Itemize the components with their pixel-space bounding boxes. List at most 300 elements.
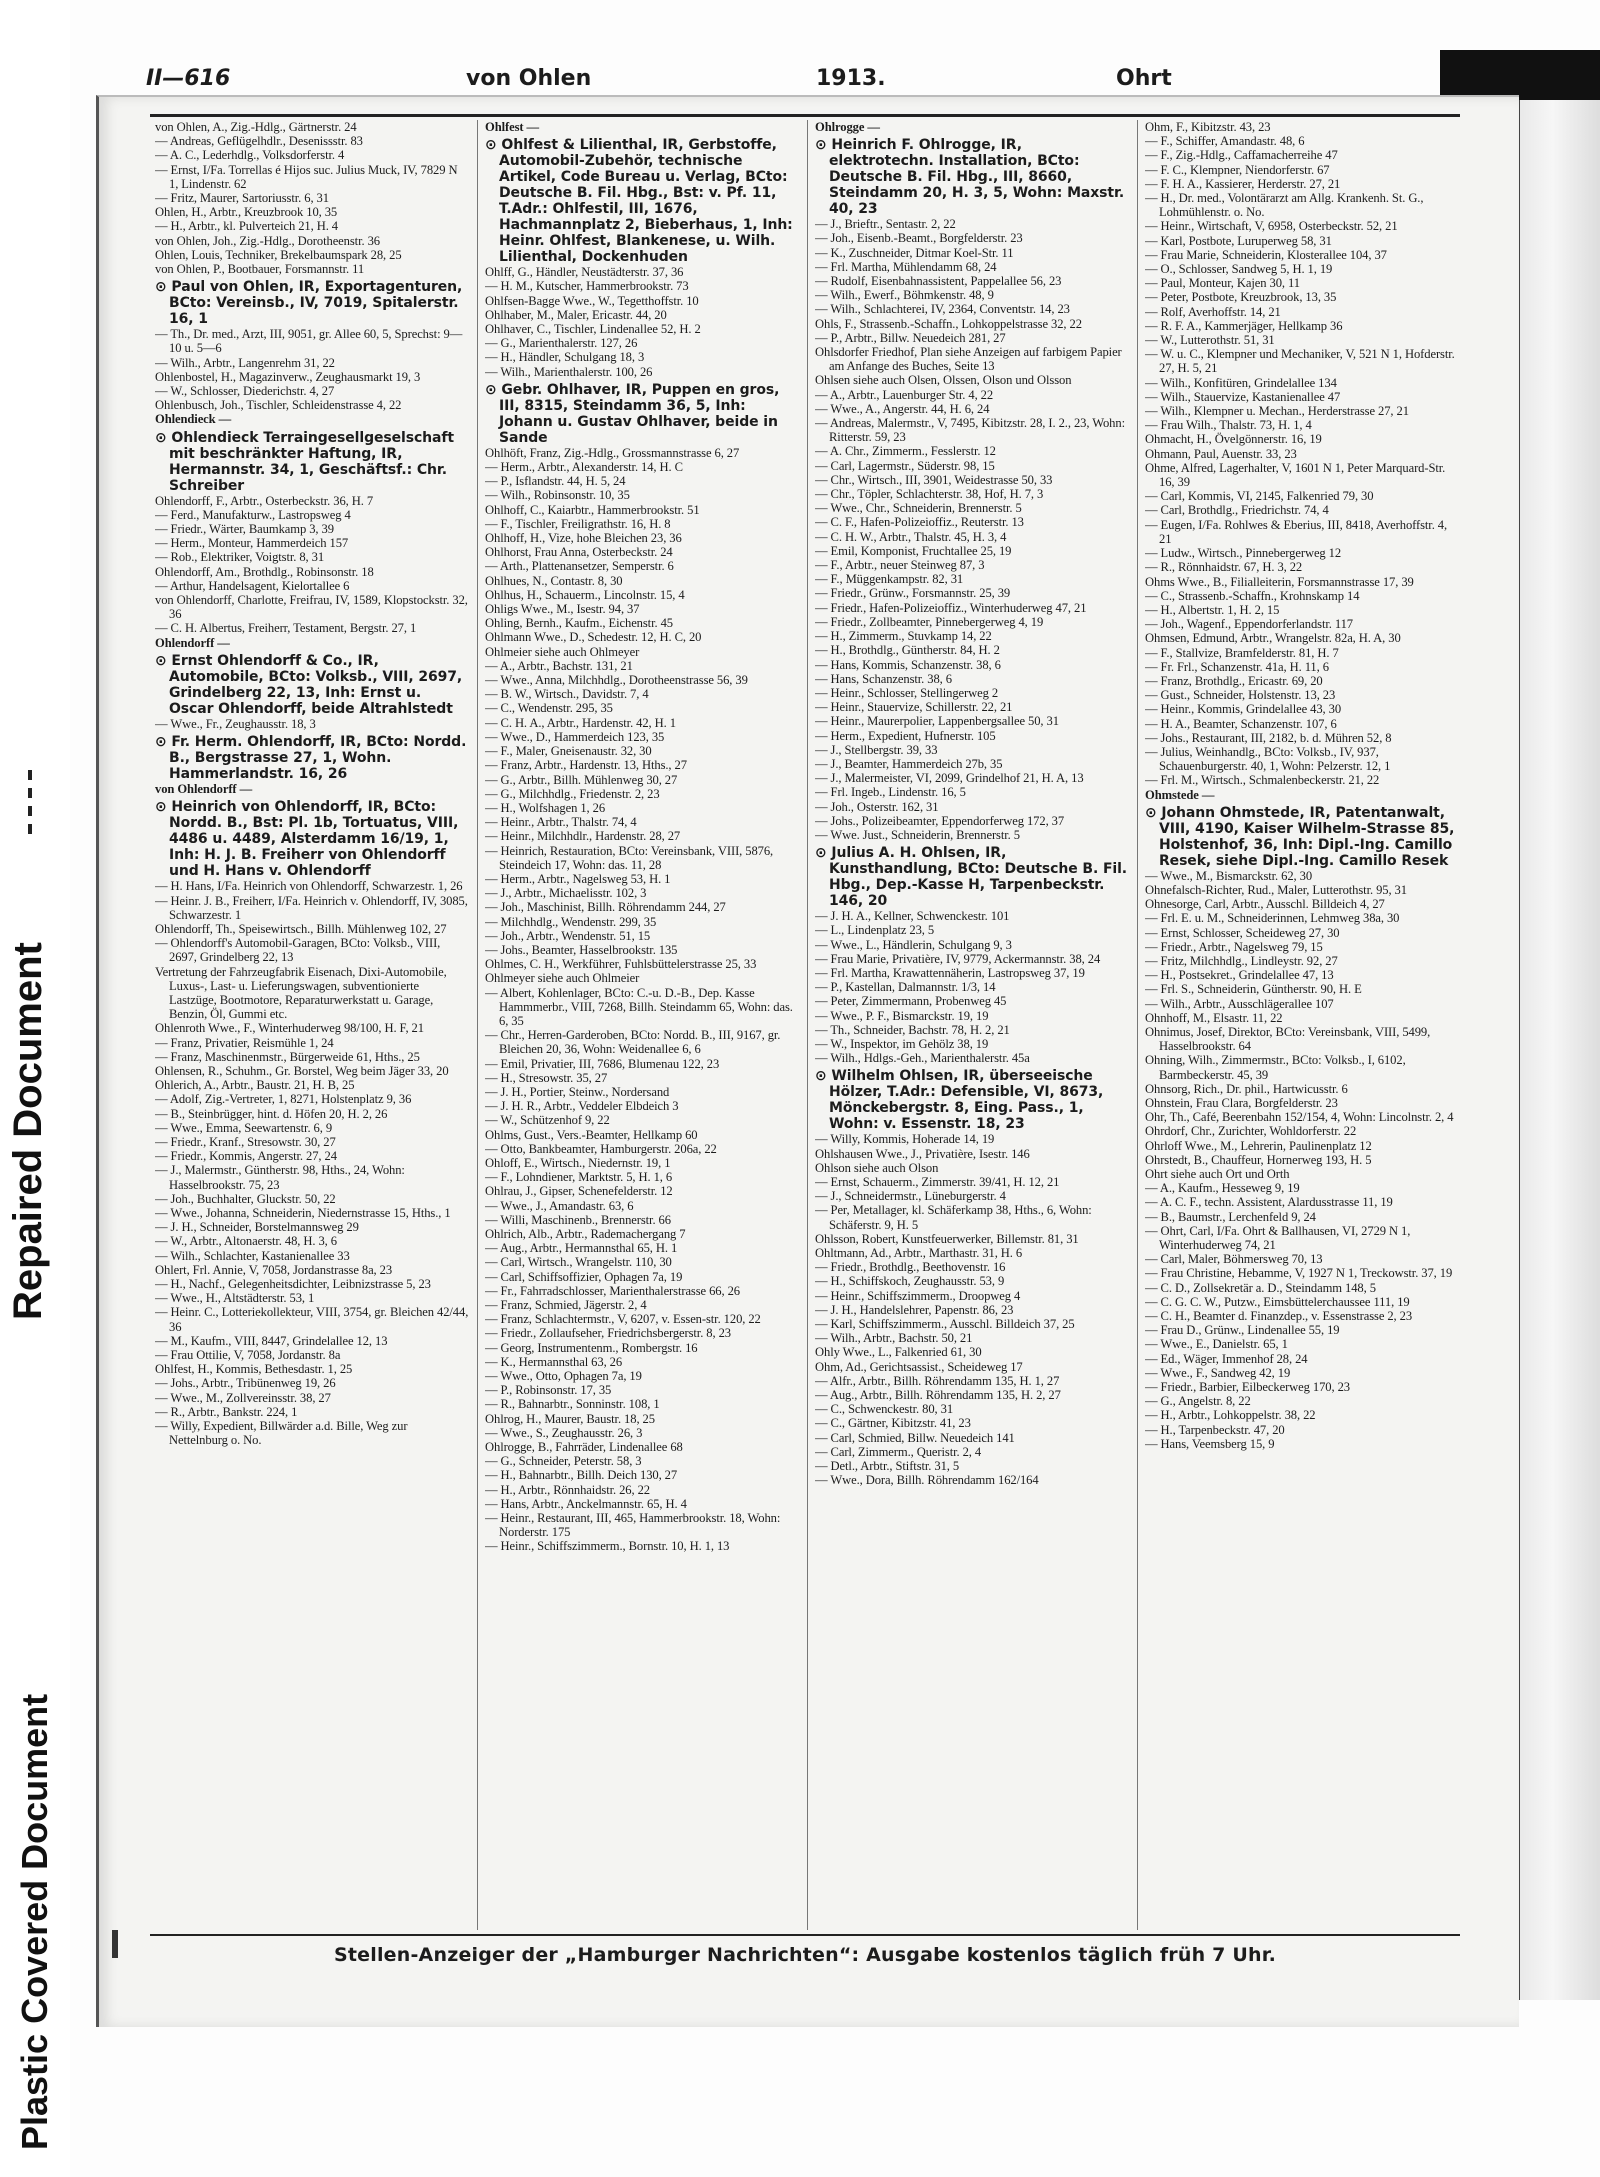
directory-entry: Ohnefalsch-Richter, Rud., Maler, Lutterothstr. 95, 31 (1145, 882, 1407, 897)
directory-entry: Ohme, Alfred, Lagerhalter, V, 1601 N 1, Peter Marquard-Str. 16, 39 (1145, 460, 1446, 490)
footer-advert-banner: Stellen-Anzeiger der „Hamburger Nachrichten“: Ausgabe kostenlos täglich früh 7 Uhr. (333, 1944, 1276, 1966)
directory-entry: Ohms Wwe., B., Filialleiterin, Forsmannstrasse 17, 39 (1145, 574, 1414, 589)
directory-entry: — H., Postsekret., Grindelallee 47, 13 (1145, 968, 1334, 983)
directory-entry: — H., Schiffskoch, Zeughausstr. 53, 9 (815, 1274, 1005, 1289)
directory-entry: — Frau Marie, Privatière, IV, 9779, Ackermannstr. 38, 24 (815, 951, 1101, 966)
directory-entry: — F. H. A., Kassierer, Herderstr. 27, 21 (1145, 176, 1341, 191)
directory-entry: Ohlensen, R., Schuhm., Gr. Borstel, Weg beim Jäger 33, 20 (155, 1063, 449, 1078)
directory-entry: — B., Baumstr., Lerchenfeld 9, 24 (1145, 1209, 1316, 1224)
directory-entry: — Joh., Eisenb.-Beamt., Borgfelderstr. 23 (815, 231, 1023, 246)
directory-entry: — Frl. Martha, Mühlendamm 68, 24 (815, 259, 997, 274)
directory-entry: — C. H., Beamter d. Finanzdep., v. Essenstrasse 2, 23 (1145, 1309, 1413, 1324)
directory-entry: — Fritz, Milchhdlg., Lindleystr. 92, 27 (1145, 953, 1338, 968)
directory-entry: — Frl. Ingeb., Lindenstr. 16, 5 (815, 785, 966, 800)
directory-entry: ⊙ Gebr. Ohlhaver, IR, Puppen en gros, III, 8315, Steindamm 36, 5, Inh: Johann u. Gustav Ohlhaver, beide in Sande (485, 381, 780, 446)
directory-entry: — W., Arbtr., Altonaerstr. 48, H. 3, 6 (155, 1234, 337, 1249)
directory-entry: — W., Lutterothstr. 51, 31 (1145, 333, 1275, 348)
directory-entry: ⊙ Ernst Ohlendorff & Co., IR, Automobile, BCto: Volksb., VIII, 2697, Grindelberg 22, 13, Inh: Ernst u. Oscar Ohlendorff, beide Altrahlstedt (155, 652, 463, 717)
directory-entry: — Adolf, Zig.-Vertreter, 1, 8271, Holstenplatz 9, 36 (155, 1092, 412, 1107)
directory-entry: — Friedr., Brothdlg., Beethovenstr. 16 (815, 1260, 1006, 1275)
directory-entry: Ohlenroth Wwe., F., Winterhuderweg 98/100, H. F, 21 (155, 1021, 424, 1036)
directory-entry: Ohlmes, C. H., Werkführer, Fuhlsbüttelerstrasse 25, 33 (485, 957, 757, 972)
directory-entry: — Karl, Postbote, Luruperweg 58, 31 (1145, 233, 1332, 248)
directory-entry: Ohrstedt, B., Chauffeur, Hornerweg 193, H. 5 (1145, 1152, 1372, 1167)
directory-entry: — H., Brothdlg., Güntherstr. 84, H. 2 (815, 643, 1000, 658)
directory-entry: Ohlhus, H., Schauerm., Lincolnstr. 15, 4 (485, 587, 685, 602)
directory-entry: — Heinr., Milchhdlr., Hardenstr. 28, 27 (485, 829, 681, 844)
directory-entry: — Carl, Maler, Böhmersweg 70, 13 (1145, 1252, 1323, 1267)
directory-entry: — J. H., Portier, Steinw., Nordersand (485, 1084, 670, 1099)
directory-entry: — Karl, Schiffszimmerm., Ausschl. Billdeich 37, 25 (815, 1317, 1075, 1332)
directory-entry: — Wilh., Hdlgs.-Geh., Marienthalerstr. 45a (815, 1051, 1030, 1066)
directory-entry: Ohrdorf, Chr., Zurichter, Wohldorferstr. 22 (1145, 1124, 1357, 1139)
directory-entry: — C., Gärtner, Kibitzstr. 41, 23 (815, 1416, 971, 1431)
directory-entry: — Wwe., Otto, Ophagen 7a, 19 (485, 1369, 642, 1384)
column-4 (1145, 120, 1459, 1930)
plastic-covered-label: Plastic Covered Document (14, 1693, 55, 2150)
directory-entry: — Wwe., A., Angerstr. 44, H. 6, 24 (815, 401, 990, 416)
directory-entry: — Franz, Schmied, Jägerstr. 2, 4 (485, 1298, 647, 1313)
directory-entry: — J., Malermeister, VI, 2099, Grindelhof 21, H. A, 13 (815, 771, 1084, 786)
directory-entry: — Joh., Osterstr. 162, 31 (815, 799, 939, 814)
directory-entry: — F., Tischler, Freiligrathstr. 16, H. 8 (485, 516, 671, 531)
directory-entry: — C., Wendenstr. 295, 35 (485, 701, 613, 716)
directory-entry: — G., Marienthalerstr. 127, 26 (485, 336, 638, 351)
directory-entry: — Wwe., M., Bismarckstr. 62, 30 (1145, 868, 1313, 883)
directory-entry: — G., Angelstr. 8, 22 (1145, 1394, 1251, 1409)
directory-entry: — Andreas, Geflügelhdlr., Desenissstr. 83 (155, 134, 363, 149)
directory-entry: — P., Arbtr., Billw. Neuedeich 281, 27 (815, 330, 1006, 345)
directory-entry: — Heinr. C., Lotteriekollekteur, VIII, 3754, gr. Bleichen 42/44, 36 (155, 1305, 469, 1334)
directory-entry: Ohligs Wwe., M., Isestr. 94, 37 (485, 602, 640, 617)
directory-entry: Ohlendieck — (155, 412, 232, 427)
directory-entry: — Eugen, I/Fa. Rohlwes & Eberius, III, 8418, Averhoffstr. 4, 21 (1145, 517, 1448, 546)
directory-entry: — P., Robinsonstr. 17, 35 (485, 1383, 612, 1398)
directory-entry: — W. u. C., Klempner und Mechaniker, V, 521 N 1, Hofderstr. 27, H. 5, 21 (1145, 347, 1455, 376)
directory-entry: — Heinr., Kommis, Grindelallee 43, 30 (1145, 702, 1342, 717)
directory-entry: — Heinr., Schiffszimmerm., Droopweg 4 (815, 1288, 1021, 1303)
directory-entry: ⊙ Julius A. H. Ohlsen, IR, Kunsthandlung, BCto: Deutsche B. Fil. Hbg., Dep.-Kasse H, Tarpenbeckstr. 146, 20 (815, 845, 1128, 910)
directory-entry: — Wwe., Johanna, Schneiderin, Niedernstrasse 15, Hths., 1 (155, 1205, 451, 1220)
header-to-name: Ohrt (1116, 66, 1172, 91)
directory-entry: Ohlmeier siehe auch Ohlmeyer (485, 644, 640, 659)
directory-entry: — Peter, Postbote, Kreuzbrook, 13, 35 (1145, 290, 1337, 305)
directory-entry: — Chr., Töpler, Schlachterstr. 38, Hof, H. 7, 3 (815, 487, 1044, 502)
directory-entry: — Emil, Komponist, Fruchtallee 25, 19 (815, 543, 1012, 558)
directory-entry: — Arthur, Handelsagent, Kielortallee 6 (155, 578, 350, 593)
directory-columns (155, 120, 1460, 1930)
directory-entry: Ohm, F., Kibitzstr. 43, 23 (1145, 120, 1271, 134)
directory-entry: — W., Inspektor, im Gehölz 38, 19 (815, 1036, 989, 1051)
directory-entry: von Ohlendorff, Charlotte, Freifrau, IV, 1589, Klopstockstr. 32, 36 (155, 593, 468, 622)
directory-entry: — G., Schneider, Peterstr. 58, 3 (485, 1454, 642, 1469)
directory-entry: — Carl, Kommis, VI, 2145, Falkenried 79, 30 (1145, 489, 1374, 504)
directory-entry: — Friedr., Barbier, Eilbeckerweg 170, 23 (1145, 1380, 1350, 1395)
directory-entry: Ohmsen, Edmund, Arbtr., Wrangelstr. 82a, H. A, 30 (1145, 631, 1401, 646)
directory-entry: — Willi, Maschinenb., Brennerstr. 66 (485, 1212, 671, 1227)
directory-entry: — F., Maler, Gneisenaustr. 32, 30 (485, 744, 652, 759)
directory-entry: — Wilh., Stauervize, Kastanienallee 47 (1145, 389, 1341, 404)
directory-entry: Ohlmeyer siehe auch Ohlmeier (485, 971, 640, 986)
directory-entry: — H., Dr. med., Volontärarzt am Allg. Krankenh. St. G., Lohmühlenstr. o. No. (1145, 191, 1424, 220)
directory-entry: — Heinr. J. B., Freiherr, I/Fa. Heinrich v. Ohlendorff, IV, 3085, Schwarzestr. 1 (155, 893, 468, 922)
directory-entry: von Ohlendorff — (155, 782, 253, 797)
directory-entry: — W., Schlosser, Diederichstr. 4, 27 (155, 384, 335, 399)
directory-entry: — H., Stresowstr. 35, 27 (485, 1070, 608, 1085)
directory-entry: — Andreas, Malermstr., V, 7495, Kibitzstr. 28, I. 2., 23, Wohn: Ritterstr. 59, 23 (815, 416, 1125, 445)
directory-entry: — Ernst, Schauerm., Zimmerstr. 39/41, H. 12, 21 (815, 1174, 1060, 1189)
directory-entry: — Johs., Arbtr., Tribünenweg 19, 26 (155, 1376, 336, 1391)
directory-entry: — Heinr., Maurerpolier, Lappenbergsallee 50, 31 (815, 714, 1059, 729)
directory-entry: — Fr., Fahrradschlosser, Marienthalerstrasse 66, 26 (485, 1283, 740, 1298)
directory-entry: — Frl. M., Wirtsch., Schmalenbeckerstr. 21, 22 (1145, 773, 1380, 788)
directory-entry: Ohlrich, Alb., Arbtr., Rademachergang 7 (485, 1227, 686, 1241)
directory-entry: Ohlen, H., Arbtr., Kreuzbrook 10, 35 (155, 205, 338, 220)
directory-entry: Ohlrogge, B., Fahrräder, Lindenallee 68 (485, 1440, 683, 1455)
directory-entry: Ohlff, G., Händler, Neustädterstr. 37, 36 (485, 265, 684, 280)
directory-entry: — Th., Dr. med., Arzt, III, 9051, gr. Allee 60, 5, Sprechst: 9—10 u. 5—6 (155, 327, 463, 356)
directory-entry: Ohlmann Wwe., D., Schedestr. 12, H. C, 20 (485, 630, 702, 645)
directory-entry: — J. H. A., Kellner, Schwenckestr. 101 (815, 909, 1010, 924)
directory-entry: — A., Kaufm., Hesseweg 9, 19 (1145, 1181, 1300, 1196)
directory-entry: — Carl, Zimmerm., Queristr. 2, 4 (815, 1444, 982, 1459)
page-number: II—616 (146, 66, 231, 91)
directory-entry: — C., Schwenckestr. 80, 31 (815, 1402, 954, 1417)
directory-entry: — F. C., Klempner, Niendorferstr. 67 (1145, 162, 1330, 177)
directory-entry: — Ernst, Schlosser, Scheideweg 27, 30 (1145, 925, 1340, 940)
directory-entry: — H., Arbtr., Lohkoppelstr. 38, 22 (1145, 1408, 1316, 1423)
directory-entry: — Wwe., H., Altstädterstr. 53, 1 (155, 1291, 315, 1306)
directory-entry: Ohnimus, Josef, Direktor, BCto: Vereinsbank, VIII, 5499, Hasselbrookstr. 64 (1145, 1024, 1431, 1054)
directory-entry: — Ernst, I/Fa. Torrellas é Hijos suc. Julius Muck, IV, 7829 N 1, Lindenstr. 62 (155, 162, 458, 191)
directory-entry: — Herm., Arbtr., Nagelsweg 53, H. 1 (485, 871, 671, 886)
directory-entry: — J., Stellbergstr. 39, 33 (815, 742, 938, 757)
column-divider (477, 120, 478, 1930)
directory-entry: — H., Arbtr., Rönnhaidstr. 26, 22 (485, 1482, 650, 1497)
directory-entry: — Carl, Wirtsch., Wrangelstr. 110, 30 (485, 1255, 672, 1270)
directory-entry: Ohly Wwe., L., Falkenried 61, 30 (815, 1345, 982, 1360)
directory-entry: — H., Händler, Schulgang 18, 3 (485, 350, 645, 365)
directory-entry: — Heinr., Restaurant, III, 465, Hammerbrookstr. 18, Wohn: Norderstr. 175 (485, 1511, 781, 1540)
directory-entry: — Wilh., Arbtr., Langenrehm 31, 22 (155, 355, 335, 370)
directory-entry: — Joh., Buchhalter, Gluckstr. 50, 22 (155, 1191, 336, 1206)
scan-speck (112, 1930, 118, 1958)
directory-entry: ⊙ Heinrich F. Ohlrogge, IR, elektrotechn. Installation, BCto: Deutsche B. Fil. Hbg., III, 8660, Steindamm 20, H. 3, 5, Wohn: Maxstr. 40, 23 (815, 137, 1125, 218)
directory-entry: — H., Nachf., Gelegenheitsdichter, Leibnizstrasse 5, 23 (155, 1276, 431, 1291)
directory-entry: — Carl, Brothdlg., Friedrichstr. 74, 4 (1145, 503, 1329, 518)
directory-entry: — Chr., Herren-Garderoben, BCto: Nordd. B., III, 9167, gr. Bleichen 20, 36, Wohn: Weidenallee 6, 6 (485, 1028, 781, 1057)
directory-entry: — C. D., Zollsekretär a. D., Steindamm 148, 5 (1145, 1280, 1376, 1295)
directory-entry: — Wwe., E., Danielstr. 65, 1 (1145, 1337, 1288, 1352)
directory-entry: — Wwe., S., Zeughausstr. 26, 3 (485, 1425, 643, 1440)
directory-entry: — H., Tarpenbeckstr. 47, 20 (1145, 1422, 1285, 1437)
directory-entry: — Wwe., Fr., Zeughausstr. 18, 3 (155, 716, 316, 731)
directory-entry: Ohlhues, N., Contastr. 8, 30 (485, 573, 623, 588)
column-3 (815, 120, 1129, 1930)
directory-entry: Ohlendorff, Am., Brothdlg., Robinsonstr. 18 (155, 564, 374, 579)
directory-entry: — Per, Metallager, kl. Schäferkamp 38, Hths., 6, Wohn: Schäferstr. 9, H. 5 (815, 1203, 1092, 1232)
directory-entry: — Frau D., Grünw., Lindenallee 55, 19 (1145, 1323, 1340, 1338)
directory-entry: ⊙ Fr. Herm. Ohlendorff, IR, BCto: Nordd. B., Bergstrasse 27, 1, Wohn. Hammerlandstr. 16, 26 (155, 734, 467, 783)
directory-entry: — Wilh., Schlachterei, IV, 2364, Conventstr. 14, 23 (815, 302, 1070, 317)
directory-entry: — Wilh., Schlachter, Kastanienallee 33 (155, 1248, 350, 1263)
directory-entry: — Willy, Expedient, Billwärder a.d. Bille, Weg zur Nettelnburg o. No. (155, 1419, 408, 1448)
directory-entry: — Johs., Restaurant, III, 2182, b. d. Mühren 52, 8 (1145, 730, 1392, 745)
directory-entry: — J., Schneidermstr., Lüneburgerstr. 4 (815, 1189, 1006, 1204)
directory-entry: — Rolf, Averhoffstr. 14, 21 (1145, 304, 1281, 319)
directory-entry: ⊙ Paul von Ohlen, IR, Exportagenturen, BCto: Vereinsb., IV, 7019, Spitalerstr. 16, 1 (155, 279, 463, 328)
directory-entry: — Frau Marie, Schneiderin, Klosterallee 104, 37 (1145, 247, 1387, 262)
directory-entry: — Wilh., Konfitüren, Grindelallee 134 (1145, 375, 1337, 390)
directory-entry: — Carl, Schmied, Billw. Neuedeich 141 (815, 1430, 1015, 1445)
directory-entry: — Herm., Arbtr., Alexanderstr. 14, H. C (485, 460, 683, 475)
directory-entry: — Th., Schneider, Bachstr. 78, H. 2, 21 (815, 1022, 1010, 1037)
directory-entry: Ohlhaver, C., Tischler, Lindenallee 52, H. 2 (485, 322, 701, 337)
directory-entry: — Wwe., D., Hammerdeich 123, 35 (485, 729, 665, 744)
directory-entry: — Johs., Polizeibeamter, Eppendorferweg 172, 37 (815, 813, 1065, 828)
directory-entry: — Carl, Lagermstr., Süderstr. 98, 15 (815, 458, 995, 473)
directory-entry: Ohlsdorfer Friedhof, Plan siehe Anzeigen auf farbigem Papier am Anfange des Buches, Seite 13 (815, 345, 1122, 374)
directory-entry: Ohlen, Louis, Techniker, Brekelbaumspark 28, 25 (155, 247, 402, 262)
column-1 (155, 120, 469, 1930)
directory-entry: — Heinr., Schiffszimmerm., Bornstr. 10, H. 1, 13 (485, 1539, 730, 1554)
directory-entry: — Wilh., Robinsonstr. 10, 35 (485, 488, 630, 503)
header-year: 1913. (816, 66, 886, 91)
column-divider (1137, 120, 1138, 1930)
directory-entry: Ohlfsen-Bagge Wwe., W., Tegetthoffstr. 10 (485, 293, 699, 308)
directory-entry: — J., Brieftr., Sentastr. 2, 22 (815, 217, 956, 232)
directory-entry: — Heinr., Stauervize, Schillerstr. 22, 21 (815, 700, 1013, 715)
directory-entry: Ohm, Ad., Gerichtsassist., Scheideweg 17 (815, 1359, 1023, 1374)
directory-entry: — Wilh., Arbtr., Ausschlägerallee 107 (1145, 996, 1334, 1011)
directory-entry: — Friedr., Zollaufseher, Friedrichsbergerstr. 8, 23 (485, 1326, 731, 1341)
directory-entry: — Heinr., Wirtschaft, V, 6958, Osterbeckstr. 52, 21 (1145, 219, 1398, 234)
directory-entry: — Wwe., F., Sandweg 42, 19 (1145, 1365, 1291, 1380)
directory-entry: — Franz, Privatier, Reismühle 1, 24 (155, 1035, 334, 1050)
directory-entry: — J. H., Schneider, Borstelmannsweg 29 (155, 1220, 359, 1235)
directory-entry: Ohlenbostel, H., Magazinverw., Zeughausmarkt 19, 3 (155, 369, 421, 384)
directory-entry: Ohlerich, A., Arbtr., Baustr. 21, H. B, 25 (155, 1078, 355, 1093)
directory-entry: — Detl., Arbtr., Stiftstr. 31, 5 (815, 1459, 960, 1474)
directory-entry: — Wilh., Klempner u. Mechan., Herderstrasse 27, 21 (1145, 404, 1409, 419)
directory-entry: — Wilh., Marienthalerstr. 100, 26 (485, 364, 653, 379)
column-divider (807, 120, 808, 1930)
directory-entry: — Gust., Schneider, Holstenstr. 13, 23 (1145, 688, 1336, 703)
directory-entry: Ohlhorst, Frau Anna, Osterbeckstr. 24 (485, 545, 673, 560)
directory-entry: — Chr., Wirtsch., III, 3901, Weidestrasse 50, 33 (815, 472, 1053, 487)
directory-entry: — Frl. E. u. M., Schneiderinnen, Lehmweg 38a, 30 (1145, 911, 1400, 926)
directory-entry: — G., Arbtr., Billh. Mühlenweg 30, 27 (485, 772, 678, 787)
directory-entry: — Rob., Elektriker, Voigtstr. 8, 31 (155, 550, 325, 565)
directory-entry: — Wwe., J., Amandastr. 63, 6 (485, 1198, 634, 1213)
directory-entry: Ohlsson, Robert, Kunstfeuerwerker, Billemstr. 81, 31 (815, 1231, 1079, 1246)
directory-entry: — K., Hermannsthal 63, 26 (485, 1354, 623, 1369)
header-from-name: von Ohlen (466, 66, 592, 91)
directory-entry: — Frl. Martha, Krawattennäherin, Lastropsweg 37, 19 (815, 965, 1085, 980)
directory-entry: Ohlendorff — (155, 635, 230, 650)
directory-entry: Ohlendorff, Th., Speisewirtsch., Billh. Mühlenweg 102, 27 (155, 921, 447, 936)
directory-entry: — Wwe., Emma, Seewartenstr. 6, 9 (155, 1120, 333, 1135)
directory-entry: — J., Beamter, Hammerdeich 27b, 35 (815, 756, 1003, 771)
directory-entry: von Ohlen, P., Bootbauer, Forsmannstr. 11 (155, 262, 365, 277)
directory-entry: ⊙ Johann Ohmstede, IR, Patentanwalt, VIII, 4190, Kaiser Wilhelm-Strasse 85, Holstenhof, 36, Inh: Dipl.-Ing. Camillo Resek, siehe Dipl.-Ing. Camillo Resek (1145, 804, 1455, 869)
directory-entry: — Wilh., Ewerf., Böhmkenstr. 48, 9 (815, 288, 994, 303)
directory-entry: — B., Steinbrügger, hint. d. Höfen 20, H. 2, 26 (155, 1106, 388, 1121)
directory-entry: — Wwe., M., Zollvereinsstr. 38, 27 (155, 1390, 331, 1405)
adjacent-page-edge (1518, 100, 1600, 2000)
directory-entry: — R., Rönnhaidstr. 67, H. 3, 22 (1145, 560, 1303, 575)
directory-entry: Ohlsen siehe auch Olsen, Olssen, Olson und Olsson (815, 373, 1072, 388)
directory-entry: — R., Arbtr., Bankstr. 224, 1 (155, 1404, 298, 1419)
directory-entry: — Fritz, Maurer, Sartoriusstr. 6, 31 (155, 191, 329, 206)
directory-entry: Ohnstein, Frau Clara, Borgfelderstr. 23 (1145, 1096, 1338, 1110)
directory-entry: Ohlhoff, H., Vize, hohe Bleichen 23, 36 (485, 531, 682, 546)
directory-entry: Ohmstede — (1145, 787, 1215, 802)
directory-entry: Ohnesorge, Carl, Arbtr., Ausschl. Billdeich 4, 27 (1145, 897, 1385, 912)
directory-entry: — Wwe., Chr., Schneiderin, Brennerstr. 5 (815, 501, 1022, 516)
directory-entry: Ohrt siehe auch Ort und Orth (1145, 1167, 1290, 1182)
directory-entry: Ohlhaber, M., Maler, Ericastr. 44, 20 (485, 307, 667, 322)
directory-entry: — Frl. S., Schneiderin, Güntherstr. 90, H. E (1145, 982, 1362, 997)
directory-entry: — Albert, Kohlenlager, BCto: C.-u. D.-B., Dep. Kasse Hammmerbr., VIII, 7268, Billh. Steindamm 65, Wohn: das. 6, 35 (485, 985, 793, 1028)
directory-entry: — Friedr., Arbtr., Nagelsweg 79, 15 (1145, 939, 1323, 954)
repaired-document-label: Repaired Document (6, 942, 50, 1320)
directory-entry: — Joh., Arbtr., Wendenstr. 51, 15 (485, 928, 651, 943)
directory-entry: — A., Arbtr., Lauenburger Str. 4, 22 (815, 387, 994, 402)
directory-entry: — A., Arbtr., Bachstr. 131, 21 (485, 658, 633, 673)
directory-entry: — H. A., Beamter, Schanzenstr. 107, 6 (1145, 716, 1337, 731)
directory-entry: Ohltmann, Ad., Arbtr., Marthastr. 31, H. 6 (815, 1246, 1023, 1260)
directory-entry: Ohlfest, H., Kommis, Bethesdastr. 1, 25 (155, 1362, 353, 1377)
directory-entry: — Heinr., Arbtr., Thalstr. 74, 4 (485, 815, 637, 830)
directory-entry: — F., Arbtr., neuer Steinweg 87, 3 (815, 558, 985, 573)
directory-entry: Ohlrogge — (815, 120, 880, 134)
directory-entry: — C. H. W., Arbtr., Thalstr. 45, H. 3, 4 (815, 529, 1007, 544)
directory-entry: — Hans, Arbtr., Anckelmannstr. 65, H. 4 (485, 1496, 687, 1511)
directory-entry: ⊙ Ohlendieck Terraingesellgeselschaft mit beschränkter Haftung, IR, Hermannstr. 34, 1, Geschäftsf.: Chr. Schreiber (155, 429, 454, 494)
directory-entry: — R., Bahnarbtr., Sonninstr. 108, 1 (485, 1397, 660, 1412)
directory-entry: Ohrloff Wwe., M., Lehrerin, Paulinenplatz 12 (1145, 1138, 1372, 1153)
directory-entry: — F., Zig.-Hdlg., Caffamacherreihe 47 (1145, 148, 1338, 163)
directory-entry: — G., Milchhdlg., Friedenstr. 2, 23 (485, 786, 660, 801)
directory-entry: — Fr. Frl., Schanzenstr. 41a, H. 11, 6 (1145, 659, 1329, 674)
directory-entry: — Paul, Monteur, Kajen 30, 11 (1145, 276, 1300, 291)
directory-entry: — Friedr., Kranf., Stresowstr. 30, 27 (155, 1134, 336, 1149)
directory-entry: — J. H., Handelslehrer, Papenstr. 86, 23 (815, 1302, 1014, 1317)
directory-entry: — B. W., Wirtsch., Davidstr. 7, 4 (485, 687, 649, 702)
directory-entry: — Joh., Wagenf., Eppendorferlandstr. 117 (1145, 617, 1353, 632)
directory-entry: — Peter, Zimmermann, Probenweg 45 (815, 994, 1007, 1009)
directory-entry: — Friedr., Grünw., Forsmannstr. 25, 39 (815, 586, 1011, 601)
directory-entry: — J. H. R., Arbtr., Veddeler Elbdeich 3 (485, 1099, 679, 1114)
directory-entry: — Aug., Arbtr., Billh. Röhrendamm 135, H. 2, 27 (815, 1388, 1061, 1403)
directory-entry: — Heinrich, Restauration, BCto: Vereinsbank, VIII, 5876, Steindeich 17, Wohn: das. 11, 28 (485, 843, 774, 872)
directory-entry: von Ohlen, A., Zig.-Hdlg., Gärtnerstr. 24 (155, 120, 357, 134)
repaired-marker-ticks (28, 770, 32, 840)
directory-entry: Ohlert, Frl. Annie, V, 7058, Jordanstrasse 8a, 23 (155, 1262, 393, 1277)
directory-entry: Ohlfest — (485, 120, 540, 134)
directory-entry: — Wilh., Arbtr., Bachstr. 50, 21 (815, 1331, 973, 1346)
directory-entry: Ohlson siehe auch Olson (815, 1160, 939, 1175)
directory-entry: — J., Arbtr., Michaelisstr. 102, 3 (485, 886, 647, 901)
directory-entry: — F., Schiffer, Amandastr. 48, 6 (1145, 134, 1305, 149)
directory-entry: — J., Malermstr., Güntherstr. 98, Hths., 24, Wohn: Hasselbrookstr. 75, 23 (155, 1163, 405, 1192)
directory-entry: — H., Albertstr. 1, H. 2, 15 (1145, 602, 1280, 617)
directory-entry: — C. H. Albertus, Freiherr, Testament, Bergstr. 27, 1 (155, 621, 417, 636)
directory-entry: — P., Kastellan, Dalmannstr. 1/3, 14 (815, 980, 996, 995)
directory-entry: Ohnsorg, Rich., Dr. phil., Hartwicusstr. 6 (1145, 1081, 1348, 1096)
directory-entry: — Arth., Plattenansetzer, Semperstr. 6 (485, 559, 674, 574)
directory-entry: Ohlrau, J., Gipser, Schenefelderstr. 12 (485, 1184, 673, 1199)
directory-entry: Ohlhöft, Franz, Zig.-Hdlg., Grossmannstrasse 6, 27 (485, 445, 740, 460)
directory-entry: — H., Arbtr., kl. Pulverteich 21, H. 4 (155, 219, 338, 234)
directory-entry: — Friedr., Kommis, Angerstr. 27, 24 (155, 1149, 337, 1164)
directory-entry: — C. H. A., Arbtr., Hardenstr. 42, H. 1 (485, 715, 676, 730)
directory-entry: — Frau Christine, Hebamme, V, 1927 N 1, Treckowstr. 37, 19 (1145, 1266, 1453, 1281)
directory-entry: ⊙ Ohlfest & Lilienthal, IR, Gerbstoffe, Automobil-Zubehör, technische Artikel, Code Bureau u. Verlag, BCto: Deutsche B. Fil. Hbg., Bst: v. Pf. 11, T.Adr.: Ohlfestil, III, 1676, Hachmannplatz 2, Bieberhaus, 1, Inh: Heinr. Ohlfest, Blankenese, u. Wilh. Lilienthal, Dockenhuden (485, 137, 793, 266)
directory-entry: — Willy, Kommis, Hoherade 14, 19 (815, 1132, 995, 1147)
directory-entry: — Friedr., Zollbeamter, Pinnebergerweg 4, 19 (815, 614, 1044, 629)
directory-entry: ⊙ Heinrich von Ohlendorff, IR, BCto: Nordd. B., Bst: Pl. 1b, Tortuatus, VIII, 4486 u. 4489, Alsterdamm 16/19, 1, Inh: H. J. B. Freiherr von Ohlendorff und H. Hans v. Ohlendorff (155, 799, 459, 880)
directory-entry: — O., Schlosser, Sandweg 5, H. 1, 19 (1145, 262, 1333, 277)
directory-entry: — H. Hans, I/Fa. Heinrich von Ohlendorff, Schwarzestr. 1, 26 (155, 879, 463, 894)
directory-entry: — Wwe., L., Händlerin, Schulgang 9, 3 (815, 937, 1012, 952)
directory-entry: — W., Schützenhof 9, 22 (485, 1113, 610, 1128)
directory-entry: Ohling, Bernh., Kaufm., Eichenstr. 45 (485, 616, 673, 631)
directory-entry: — Frau Ottilie, V, 7058, Jordanstr. 8a (155, 1348, 341, 1362)
directory-entry: — Julius, Weinhandlg., BCto: Volksb., IV, 937, Schauenburgerstr. 40, 1, Wohn: Pelzerstr. 12, 1 (1145, 744, 1391, 774)
directory-entry: — L., Lindenplatz 23, 5 (815, 923, 935, 938)
directory-entry: — Wwe., Dora, Billh. Röhrendamm 162/164 (815, 1473, 1039, 1488)
directory-entry: — Ludw., Wirtsch., Pinnebergerweg 12 (1145, 546, 1342, 561)
header-rule (150, 114, 1460, 117)
directory-entry: Ohlms, Gust., Vers.-Beamter, Hellkamp 60 (485, 1127, 698, 1142)
directory-entry: — Hans, Veemsberg 15, 9 (1145, 1436, 1275, 1451)
directory-entry: ⊙ Wilhelm Ohlsen, IR, überseeische Hölzer, T.Adr.: Defensible, VI, 8673, Mönckebergstr. 8, Eing. Pass., 1, Wohn: v. Essenstr. 18, 23 (815, 1068, 1104, 1133)
directory-entry: Ohloff, E., Wirtsch., Niedernstr. 19, 1 (485, 1155, 671, 1170)
directory-entry: — Hans, Schanzenstr. 38, 6 (815, 671, 952, 686)
directory-entry: — R. F. A., Kammerjäger, Hellkamp 36 (1145, 318, 1343, 333)
directory-entry: Ohlrog, H., Maurer, Baustr. 18, 25 (485, 1411, 655, 1426)
directory-entry: — P., Isflandstr. 44, H. 5, 24 (485, 474, 626, 489)
directory-entry: Ohnhoff, M., Elsastr. 11, 22 (1145, 1010, 1283, 1025)
directory-entry: Ohlendorff, F., Arbtr., Osterbeckstr. 36, H. 7 (155, 493, 374, 508)
directory-entry: — Georg, Instrumentenm., Rombergstr. 16 (485, 1340, 698, 1355)
directory-entry: — C., Strassenb.-Schaffn., Krohnskamp 14 (1145, 588, 1360, 603)
directory-entry: — Rudolf, Eisenbahnassistent, Pappelallee 56, 23 (815, 274, 1062, 289)
directory-entry: — Ferd., Manufakturw., Lastropsweg 4 (155, 507, 351, 522)
directory-entry: — Friedr., Wärter, Baumkamp 3, 39 (155, 522, 334, 537)
directory-entry: — C. F., Hafen-Polizeioffiz., Reuterstr. 13 (815, 515, 1024, 530)
directory-entry: Ohlshausen Wwe., J., Privatière, Isestr. 146 (815, 1146, 1030, 1161)
directory-entry: — Carl, Schiffsoffizier, Ophagen 7a, 19 (485, 1269, 683, 1284)
directory-entry: — Franz, Schlachtermstr., V, 6207, v. Essen-str. 120, 22 (485, 1312, 761, 1327)
directory-entry: — H., Wolfshagen 1, 26 (485, 800, 606, 815)
directory-entry: — Heinr., Schlosser, Stellingerweg 2 (815, 685, 999, 700)
directory-entry: Ohlhoff, C., Kaiarbtr., Hammerbrookstr. 51 (485, 502, 700, 517)
directory-entry: — H. M., Kutscher, Hammerbrookstr. 73 (485, 279, 689, 294)
directory-entry: — A. C., Lederhdlg., Volksdorferstr. 4 (155, 148, 345, 163)
directory-entry: Ohls, F., Strassenb.-Schaffn., Lohkoppelstrasse 32, 22 (815, 316, 1082, 331)
directory-entry: — Alfr., Arbtr., Billh. Röhrendamm 135, H. 1, 27 (815, 1373, 1060, 1388)
directory-entry: — Aug., Arbtr., Hermannsthal 65, H. 1 (485, 1241, 678, 1256)
directory-entry: — A. Chr., Zimmerm., Fesslerstr. 12 (815, 444, 996, 459)
directory-entry: — Hans, Kommis, Schanzenstr. 38, 6 (815, 657, 1001, 672)
directory-entry: — Wwe., Anna, Milchhdlg., Dorotheenstrasse 56, 39 (485, 673, 748, 688)
directory-entry: — Herm., Monteur, Hammerdeich 157 (155, 536, 349, 551)
directory-entry: — Herm., Expedient, Hufnerstr. 105 (815, 728, 996, 743)
directory-entry: — F., Müggenkampstr. 82, 31 (815, 572, 964, 587)
